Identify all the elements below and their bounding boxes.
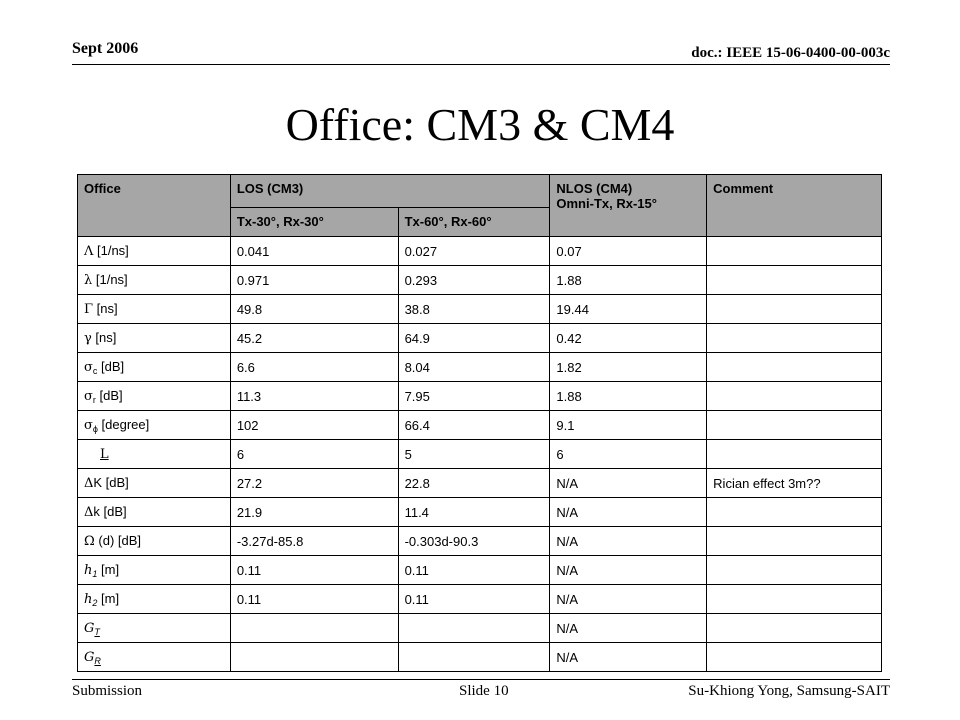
value-cell-v1: 27.2 — [230, 469, 398, 498]
value-cell-v2: 0.027 — [398, 237, 550, 266]
value-cell-v1: 45.2 — [230, 324, 398, 353]
footer-divider — [72, 679, 890, 680]
param-cell — [78, 469, 231, 498]
comment-cell — [707, 585, 882, 614]
value-cell-v1: 102 — [230, 411, 398, 440]
param-unit: k [dB] — [93, 504, 127, 519]
table-header-row — [78, 175, 882, 208]
value-cell-v1: 6.6 — [230, 353, 398, 382]
param-unit: [ns] — [93, 301, 118, 316]
value-cell-v1: 0.11 — [230, 585, 398, 614]
param-symbol: G — [84, 620, 95, 636]
value-cell-v3: 9.1 — [550, 411, 707, 440]
param-cell — [78, 237, 231, 266]
comment-cell — [707, 382, 882, 411]
param-unit: [dB] — [95, 387, 123, 403]
parameter-table — [77, 174, 882, 672]
header-office: Office — [78, 175, 231, 237]
param-subscript: ϕ — [92, 423, 98, 434]
value-cell-v2: -0.303d-90.3 — [398, 527, 550, 556]
table-row — [78, 382, 882, 411]
value-cell-v3: 1.88 — [550, 382, 707, 411]
value-cell-v1: 11.3 — [230, 382, 398, 411]
param-cell — [78, 498, 231, 527]
table-row — [78, 498, 882, 527]
param-cell — [78, 411, 231, 440]
param-unit: [m] — [97, 590, 120, 606]
param-symbol: σ — [84, 359, 93, 375]
table-row — [78, 411, 882, 440]
comment-cell — [707, 527, 882, 556]
param-cell — [78, 556, 231, 585]
param-symbol: Λ — [84, 244, 94, 259]
value-cell-v3: N/A — [550, 469, 707, 498]
value-cell-v1: 49.8 — [230, 295, 398, 324]
table-row — [78, 440, 882, 469]
value-cell-v3: 19.44 — [550, 295, 707, 324]
header-nlos — [550, 175, 707, 237]
table-row — [78, 237, 882, 266]
value-cell-v2: 0.11 — [398, 556, 550, 585]
param-unit: [1/ns] — [93, 243, 129, 258]
comment-cell — [707, 440, 882, 469]
value-cell-v1 — [230, 643, 398, 672]
param-subscript: R — [94, 655, 101, 666]
value-cell-v3: N/A — [550, 556, 707, 585]
value-cell-v2: 7.95 — [398, 382, 550, 411]
comment-cell — [707, 498, 882, 527]
param-symbol: γ — [84, 331, 92, 346]
value-cell-v2: 0.11 — [398, 585, 550, 614]
value-cell-v1: 21.9 — [230, 498, 398, 527]
value-cell-v3: N/A — [550, 614, 707, 643]
table-row — [78, 324, 882, 353]
param-symbol: σ — [84, 388, 93, 404]
param-cell — [78, 382, 231, 411]
param-unit: [m] — [97, 561, 120, 577]
comment-cell — [707, 353, 882, 382]
param-symbol: λ — [84, 273, 93, 288]
param-cell — [78, 324, 231, 353]
value-cell-v2: 22.8 — [398, 469, 550, 498]
comment-cell: Rician effect 3m?? — [707, 469, 882, 498]
header-nlos-line2: Omni-Tx, Rx-15° — [556, 196, 657, 211]
value-cell-v3: 1.88 — [550, 266, 707, 295]
table-row — [78, 585, 882, 614]
footer-author: Su-Khiong Yong, Samsung-SAIT — [688, 683, 890, 699]
comment-cell — [707, 295, 882, 324]
value-cell-v1: 0.971 — [230, 266, 398, 295]
value-cell-v2: 5 — [398, 440, 550, 469]
header-date: Sept 2006 — [72, 40, 139, 57]
header-divider — [72, 64, 890, 65]
param-symbol: σ — [84, 417, 93, 433]
param-unit: (d) [dB] — [94, 533, 142, 548]
param-symbol: Γ — [84, 302, 94, 317]
value-cell-v2 — [398, 614, 550, 643]
table-row — [78, 643, 882, 672]
comment-cell — [707, 324, 882, 353]
param-cell — [78, 440, 231, 469]
table-body — [78, 237, 882, 672]
table-row — [78, 266, 882, 295]
param-symbol: h — [84, 591, 93, 607]
comment-cell — [707, 614, 882, 643]
param-cell — [78, 527, 231, 556]
comment-cell — [707, 237, 882, 266]
param-cell — [78, 266, 231, 295]
footer-slide-number: Slide 10 — [459, 683, 509, 699]
param-subscript: 1 — [92, 568, 98, 579]
param-unit: [ns] — [91, 330, 117, 345]
param-unit: [degree] — [97, 416, 150, 432]
header-tx60: Tx-60°, Rx-60° — [398, 208, 550, 237]
param-symbol: h — [84, 562, 93, 578]
param-symbol: Δ — [84, 476, 94, 491]
param-subscript: r — [92, 394, 96, 405]
param-cell — [78, 614, 231, 643]
value-cell-v1: 0.041 — [230, 237, 398, 266]
param-unit: [1/ns] — [92, 272, 128, 287]
param-cell — [78, 295, 231, 324]
param-symbol: G — [84, 649, 95, 665]
value-cell-v2: 11.4 — [398, 498, 550, 527]
value-cell-v2: 66.4 — [398, 411, 550, 440]
param-subscript: 2 — [92, 597, 98, 608]
param-subscript: T — [94, 626, 100, 637]
value-cell-v2: 38.8 — [398, 295, 550, 324]
value-cell-v1: 0.11 — [230, 556, 398, 585]
footer-submission: Submission — [72, 683, 143, 699]
table-row — [78, 614, 882, 643]
value-cell-v3: 0.42 — [550, 324, 707, 353]
param-subscript: c — [92, 365, 98, 376]
comment-cell — [707, 556, 882, 585]
param-symbol: Ω — [84, 534, 95, 549]
param-symbol: Δ — [84, 505, 94, 520]
value-cell-v2: 0.293 — [398, 266, 550, 295]
header-los: LOS (CM3) — [230, 175, 550, 208]
table-row — [78, 556, 882, 585]
value-cell-v3: N/A — [550, 527, 707, 556]
header-tx30: Tx-30°, Rx-30° — [230, 208, 398, 237]
value-cell-v3: N/A — [550, 643, 707, 672]
value-cell-v2: 8.04 — [398, 353, 550, 382]
table-row — [78, 295, 882, 324]
value-cell-v1 — [230, 614, 398, 643]
comment-cell — [707, 411, 882, 440]
value-cell-v3: N/A — [550, 585, 707, 614]
param-unit: K [dB] — [93, 475, 129, 490]
table-row — [78, 353, 882, 382]
comment-cell — [707, 266, 882, 295]
param-cell — [78, 353, 231, 382]
param-cell — [78, 643, 231, 672]
value-cell-v3: 6 — [550, 440, 707, 469]
value-cell-v3: 0.07 — [550, 237, 707, 266]
table-row — [78, 527, 882, 556]
comment-cell — [707, 643, 882, 672]
value-cell-v2: 64.9 — [398, 324, 550, 353]
slide-title: Office: CM3 & CM4 — [285, 99, 675, 150]
value-cell-v2 — [398, 643, 550, 672]
header-comment: Comment — [707, 175, 882, 237]
param-unit: [dB] — [97, 358, 125, 374]
value-cell-v1: -3.27d-85.8 — [230, 527, 398, 556]
value-cell-v1: 6 — [230, 440, 398, 469]
value-cell-v3: N/A — [550, 498, 707, 527]
value-cell-v3: 1.82 — [550, 353, 707, 382]
param-symbol: L — [100, 447, 109, 462]
param-cell — [78, 585, 231, 614]
table-row — [78, 469, 882, 498]
header-nlos-line1: NLOS (CM4) — [556, 181, 633, 196]
header-doc-label: doc.: IEEE 15-06-0400-00-003c — [691, 45, 890, 61]
